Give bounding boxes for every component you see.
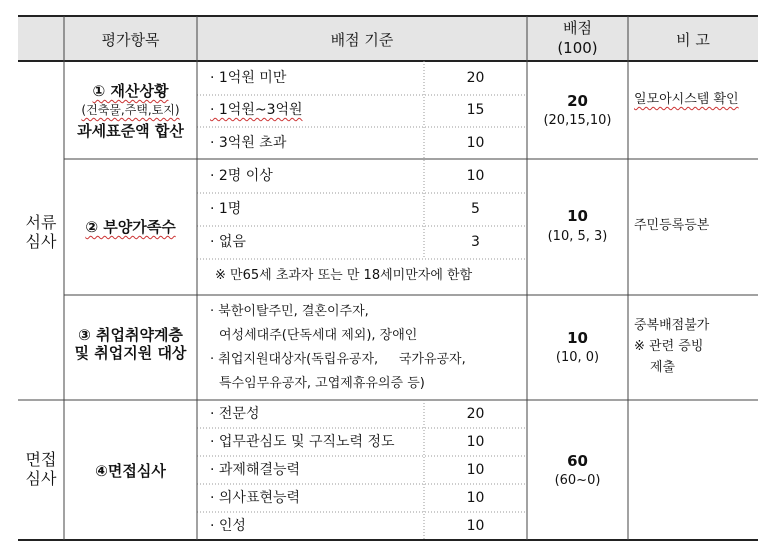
vulnerable-title: ③ 취업취약계층 및 취업지원 대상 (74, 326, 187, 362)
criteria-label: · 과제해결능력 (210, 462, 301, 478)
criteria-points: 20 (466, 406, 485, 422)
criteria-label: · 1억원 미만 (210, 70, 287, 86)
category-interview: 면접 심사 (25, 450, 57, 489)
property-score-detail: (20,15,10) (543, 113, 612, 128)
header-score: 배점 (563, 19, 592, 37)
dependents-remark: 주민등록등본 (634, 218, 710, 233)
property-subtitle: (건축물,주택,토지) (81, 103, 180, 117)
criteria-label: · 1억원~3억원 (210, 102, 303, 118)
header-score-total: (100) (557, 39, 598, 57)
vulnerable-score-detail: (10, 0) (555, 350, 600, 365)
criteria-label: · 2명 이상 (210, 168, 273, 184)
property-title-2: 과세표준액 합산 (77, 122, 184, 140)
criteria-label: · 전문성 (210, 406, 260, 422)
interview-score: 60 (567, 452, 588, 470)
criteria-points: 10 (466, 434, 485, 450)
criteria-label: · 3억원 초과 (210, 135, 287, 151)
vulnerable-line: · 북한이탈주민, 결혼이주자, (210, 304, 369, 319)
criteria-points: 20 (466, 70, 485, 86)
header-item: 평가항목 (101, 31, 160, 49)
vulnerable-line: · 취업지원대상자(독립유공자, 국가유공자, (210, 352, 466, 367)
criteria-label: · 업무관심도 및 구직노력 정도 (210, 434, 395, 450)
criteria-points: 10 (466, 135, 485, 151)
vulnerable-remark: ※ 관련 증빙 (634, 339, 704, 354)
criteria-label: · 1명 (210, 201, 242, 217)
dependents-note: ※ 만65세 초과자 또는 만 18세미만자에 한함 (215, 268, 473, 283)
dependents-score: 10 (567, 207, 588, 225)
header-remarks: 비 고 (676, 31, 710, 49)
property-title: ① 재산상황 (92, 82, 169, 100)
criteria-points: 5 (471, 201, 480, 217)
vulnerable-remark: 제출 (650, 360, 676, 375)
interview-title: ④면접심사 (95, 462, 166, 480)
criteria-points: 3 (471, 234, 480, 250)
criteria-points: 10 (466, 490, 485, 506)
criteria-label: · 의사표현능력 (210, 490, 301, 506)
criteria-points: 15 (466, 102, 485, 118)
dependents-score-detail: (10, 5, 3) (547, 229, 608, 244)
vulnerable-remark: 중복배점불가 (634, 318, 710, 333)
header-criteria: 배점 기준 (330, 31, 394, 49)
criteria-points: 10 (466, 462, 485, 478)
category-documents: 서류 심사 (25, 213, 57, 252)
interview-score-detail: (60~0) (554, 473, 601, 488)
criteria-label: · 없음 (210, 234, 246, 250)
vulnerable-line: 특수임무유공자, 고엽제휴유의증 등) (219, 376, 425, 391)
property-remark: 일모아시스템 확인 (634, 92, 739, 107)
criteria-label: · 인성 (210, 518, 246, 534)
dependents-title: ② 부양가족수 (85, 218, 176, 236)
criteria-points: 10 (466, 168, 485, 184)
vulnerable-score: 10 (567, 329, 588, 347)
criteria-points: 10 (466, 518, 485, 534)
property-score: 20 (567, 92, 588, 110)
vulnerable-line: 여성세대주(단독세대 제외), 장애인 (219, 328, 418, 343)
